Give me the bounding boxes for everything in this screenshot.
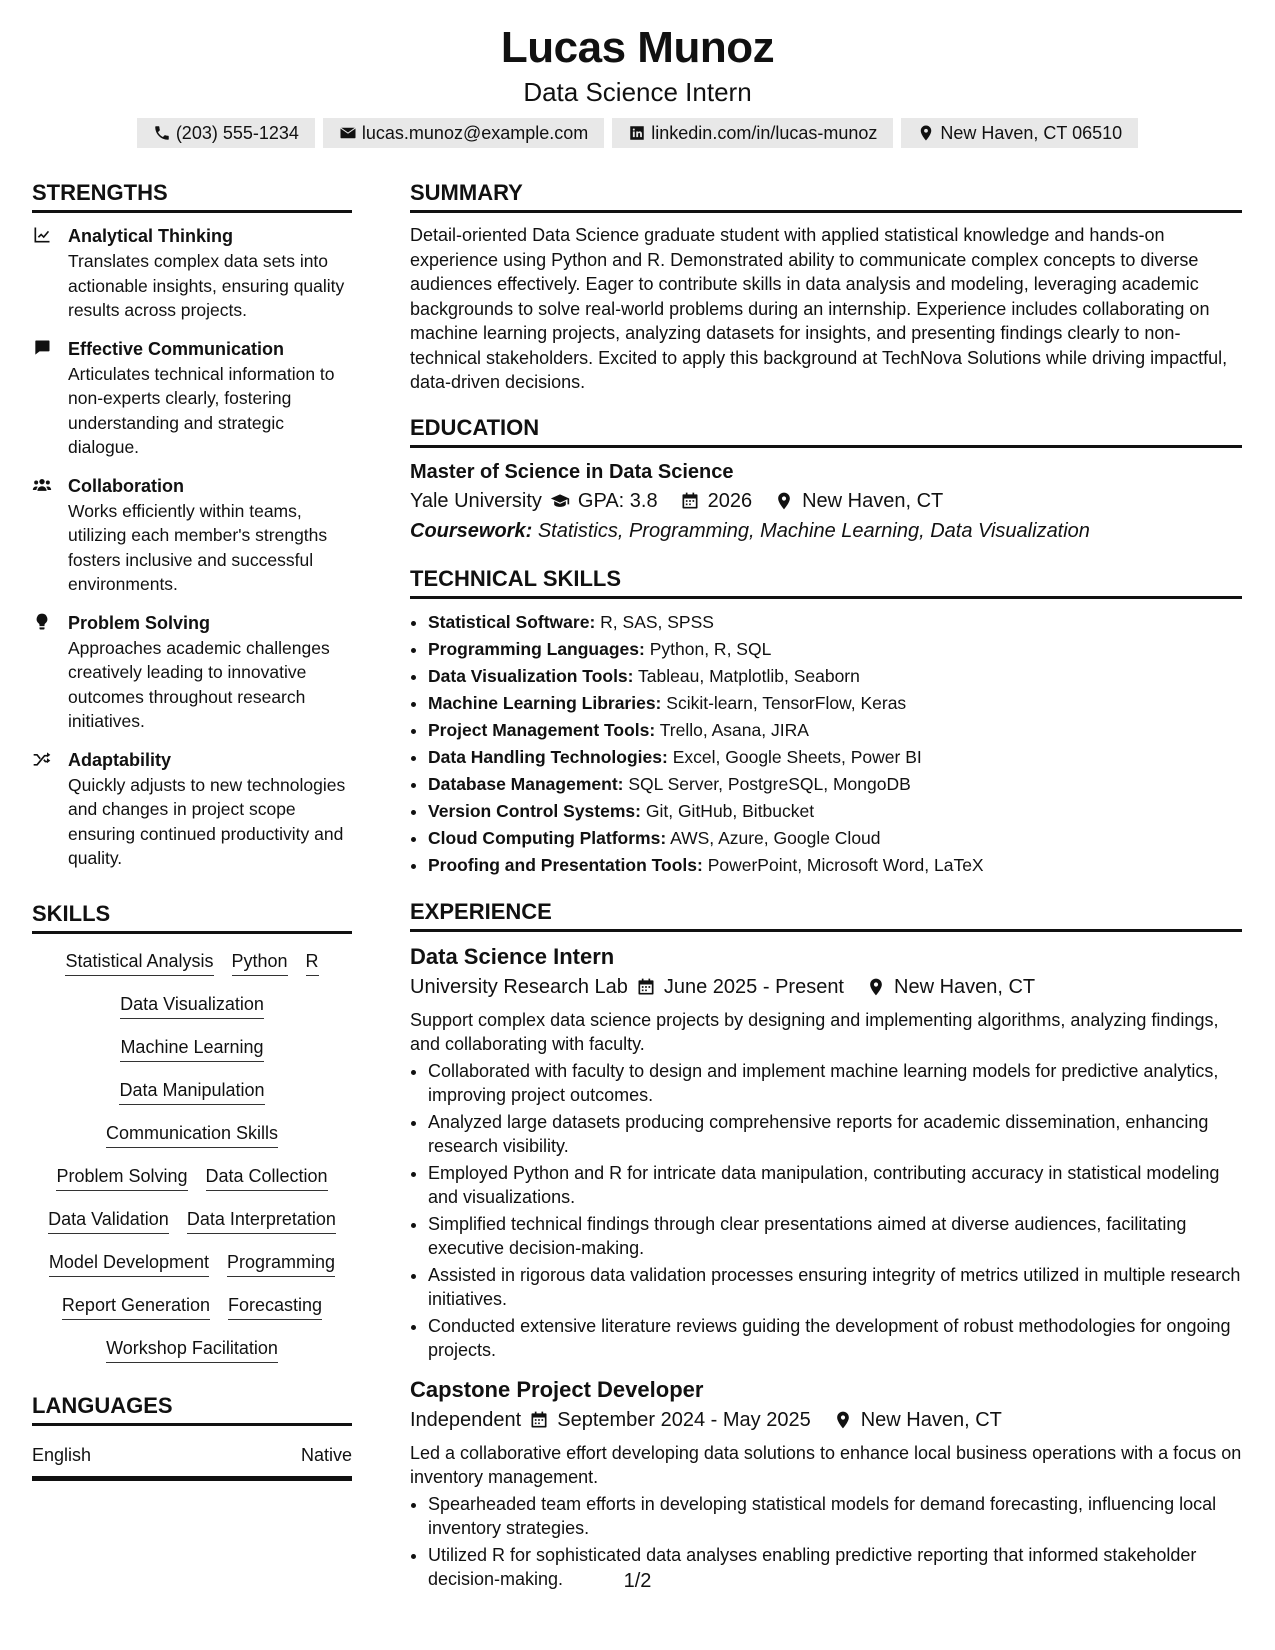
list-item: • Utilized R for sophisticated data analyses enabling predictive reporting that informed stakeholder decision-making.: [428, 1543, 1242, 1592]
summary-heading: SUMMARY: [410, 178, 1242, 213]
tech-skill-label: Data Handling Technologies:: [428, 746, 668, 767]
language-level: Native: [300, 1444, 352, 1465]
job-title: Data Science Intern: [410, 943, 615, 969]
strength-title: Collaboration: [68, 475, 184, 496]
linkedin-icon: [628, 124, 646, 142]
calendar-icon: [680, 491, 700, 511]
graduation-cap-icon: [550, 491, 570, 511]
list-item: [428, 636, 1242, 663]
tech-skill-label: Database Management:: [428, 773, 624, 794]
skill-tag: Data Validation: [48, 1206, 169, 1234]
list-item: [428, 825, 1242, 852]
education-coursework: [410, 516, 1242, 546]
tech-skill-value: Git, GitHub, Bitbucket: [645, 800, 815, 821]
tech-skill-value: Scikit-learn, TensorFlow, Keras: [666, 692, 907, 713]
strength-item: [32, 610, 352, 734]
job-org: University Research Lab: [410, 975, 628, 998]
experience-heading: EXPERIENCE: [410, 897, 1242, 932]
tech-skill-value: R, SAS, SPSS: [600, 611, 714, 632]
strengths-heading: STRENGTHS: [32, 178, 352, 213]
job-bullets: [410, 1059, 1242, 1363]
technical-skills-list: [410, 609, 1242, 879]
language-name: English: [32, 1444, 92, 1465]
strength-title: Effective Communication: [68, 338, 285, 359]
tech-skill-label: Machine Learning Libraries:: [428, 692, 662, 713]
skill-tag: Statistical Analysis: [65, 948, 213, 976]
languages-heading: LANGUAGES: [32, 1391, 352, 1426]
shuffle-icon: [32, 749, 52, 769]
job-dates: September 2024 - May 2025: [557, 1408, 811, 1431]
tech-skill-label: Cloud Computing Platforms:: [428, 827, 667, 848]
calendar-icon: [529, 1410, 549, 1430]
strength-text: Approaches academic challenges creatively leading to innovative outcomes throughout research initiatives.: [68, 637, 330, 731]
lightbulb-icon: [32, 612, 52, 632]
skills-list: [32, 944, 352, 1363]
list-item: [428, 771, 1242, 798]
language-item: [32, 1436, 352, 1468]
list-item: [428, 663, 1242, 690]
coursework-list: Statistics, Programming, Machine Learning, Data Visualization: [537, 519, 1090, 542]
tech-skill-value: AWS, Azure, Google Cloud: [670, 827, 881, 848]
skill-tag: Data Interpretation: [187, 1206, 336, 1234]
skill-tag: R: [306, 948, 319, 976]
job-description: Support complex data science projects by designing and implementing algorithms, analyzing findings, and collaborating with faculty.: [410, 1009, 1219, 1054]
tech-skill-value: Trello, Asana, JIRA: [659, 719, 809, 740]
list-item: • Conducted extensive literature reviews guiding the development of robust methodologies for ongoing projects.: [428, 1314, 1242, 1363]
skill-tag: Data Visualization: [120, 991, 264, 1019]
skill-tag: Data Manipulation: [119, 1077, 264, 1105]
skill-tag: Workshop Facilitation: [106, 1335, 278, 1363]
tech-skill-label: Data Visualization Tools:: [428, 665, 634, 686]
job-meta: [410, 1405, 1242, 1435]
education-meta: [410, 486, 1242, 516]
comment-icon: [32, 338, 52, 358]
skill-tag: Machine Learning: [120, 1034, 263, 1062]
job-description: Led a collaborative effort developing data solutions to enhance local business operations with a focus on inventory management.: [410, 1442, 1242, 1487]
strength-text: Works efficiently within teams, utilizing each member's strengths fosters inclusive and successful environments.: [68, 500, 328, 594]
education-gpa: GPA: 3.8: [577, 489, 658, 512]
users-icon: [32, 475, 52, 495]
job-title: Capstone Project Developer: [410, 1376, 704, 1402]
envelope-icon: [339, 124, 357, 142]
calendar-icon: [636, 977, 656, 997]
skill-tag: Communication Skills: [106, 1120, 278, 1148]
list-item: • Assisted in rigorous data validation processes ensuring integrity of metrics utilized in multiple research initiatives.: [428, 1263, 1242, 1312]
list-item: [428, 717, 1242, 744]
chart-line-icon: [32, 225, 52, 245]
contact-linkedin-text: linkedin.com/in/lucas-munoz: [651, 123, 878, 143]
list-item: • Analyzed large datasets producing comprehensive reports for academic dissemination, enhancing research visibility.: [428, 1110, 1242, 1159]
list-item: • Collaborated with faculty to design and implement machine learning models for predictive analytics, improving project outcomes.: [428, 1059, 1242, 1108]
list-item: [428, 852, 1242, 879]
tech-skill-label: Programming Languages:: [428, 638, 645, 659]
job-meta: [410, 972, 1242, 1002]
phone-icon: [153, 124, 171, 142]
tech-skill-value: PowerPoint, Microsoft Word, LaTeX: [707, 854, 984, 875]
strength-title: Problem Solving: [68, 612, 211, 633]
map-pin-icon: [866, 977, 886, 997]
list-item: • Spearheaded team efforts in developing statistical models for demand forecasting, influencing local inventory strategies.: [428, 1492, 1242, 1541]
list-item: • Simplified technical findings through clear presentations aimed at diverse audiences, facilitating executive decision-making.: [428, 1212, 1242, 1261]
strength-item: [32, 473, 352, 597]
tech-skill-label: Proofing and Presentation Tools:: [428, 854, 703, 875]
tech-skill-value: Python, R, SQL: [649, 638, 772, 659]
tech-skill-label: Project Management Tools:: [428, 719, 656, 740]
skill-tag: Forecasting: [228, 1292, 322, 1320]
job-org: Independent: [410, 1408, 522, 1431]
strength-item: [32, 336, 352, 460]
skill-tag: Problem Solving: [56, 1163, 187, 1191]
list-item: [428, 798, 1242, 825]
map-pin-icon: [833, 1410, 853, 1430]
summary-text: Detail-oriented Data Science graduate student with applied statistical knowledge and hands-on experience using Python and R. Demonstrated ability to communicate complex concepts to diverse audiences effectively. Eager to contribute skills in data analysis and modeling, leveraging academic backgrounds to solve real-world problems during an internship. Experience includes collaborating on machine learning projects, analyzing datasets for insights, and presenting findings clearly to non-technical stakeholders. Excited to apply this background at TechNova Solutions while driving impactful, data-driven decisions.: [410, 225, 1228, 392]
contact-phone-text: (203) 555-1234: [175, 123, 299, 143]
map-pin-icon: [774, 491, 794, 511]
strength-item: [32, 747, 352, 871]
technical-skills-heading: TECHNICAL SKILLS: [410, 564, 1242, 599]
resume-header: [0, 0, 1275, 148]
list-item: [428, 744, 1242, 771]
candidate-title: Data Science Intern: [523, 77, 752, 107]
strength-title: Analytical Thinking: [68, 226, 234, 246]
skill-tag: Report Generation: [62, 1292, 210, 1320]
coursework-label: Coursework:: [410, 519, 533, 542]
job-location: New Haven, CT: [860, 1408, 1002, 1431]
tech-skill-value: Tableau, Matplotlib, Seaborn: [638, 665, 860, 686]
job-location: New Haven, CT: [894, 975, 1036, 998]
contact-email[interactable]: [323, 118, 604, 148]
education-heading: EDUCATION: [410, 413, 1242, 448]
education-school: Yale University: [410, 489, 542, 512]
tech-skill-label: Version Control Systems:: [428, 800, 641, 821]
education-location: New Haven, CT: [802, 489, 944, 512]
job-dates: June 2025 - Present: [663, 975, 844, 998]
list-item: [428, 609, 1242, 636]
tech-skill-value: SQL Server, PostgreSQL, MongoDB: [628, 773, 911, 794]
education-year: 2026: [707, 489, 753, 512]
list-item: • Employed Python and R for intricate data manipulation, contributing accuracy in statistical modeling and visualizations.: [428, 1161, 1242, 1210]
candidate-name: Lucas Munoz: [500, 23, 775, 72]
language-level-bar: [32, 1476, 352, 1481]
skill-tag: Data Collection: [206, 1163, 328, 1191]
skill-tag: Programming: [227, 1249, 335, 1277]
education-degree: Master of Science in Data Science: [410, 460, 734, 483]
contact-phone[interactable]: [137, 118, 315, 148]
strength-title: Adaptability: [68, 749, 172, 770]
strength-text: Translates complex data sets into actionable insights, ensuring quality results across projects.: [68, 251, 345, 320]
page-number: 1/2: [623, 1570, 652, 1592]
contact-location-text: New Haven, CT 06510: [940, 123, 1123, 143]
skills-heading: SKILLS: [32, 899, 352, 934]
contact-linkedin[interactable]: [612, 118, 893, 148]
map-pin-icon: [917, 124, 935, 142]
skill-tag: Model Development: [49, 1249, 209, 1277]
strength-text: Quickly adjusts to new technologies and changes in project scope ensuring continued productivity and quality.: [68, 774, 346, 868]
strength-text: Articulates technical information to non-experts clearly, fostering understanding and strategic dialogue.: [68, 363, 335, 457]
list-item: [428, 690, 1242, 717]
right-column: [410, 178, 1242, 1604]
left-column: [32, 178, 352, 1481]
strength-item: [32, 223, 352, 323]
skill-tag: Python: [232, 948, 288, 976]
contact-email-text: lucas.munoz@example.com: [361, 123, 589, 143]
contact-bar: [0, 118, 1275, 148]
tech-skill-label: Statistical Software:: [428, 611, 596, 632]
contact-location: [901, 118, 1138, 148]
tech-skill-value: Excel, Google Sheets, Power BI: [672, 746, 922, 767]
